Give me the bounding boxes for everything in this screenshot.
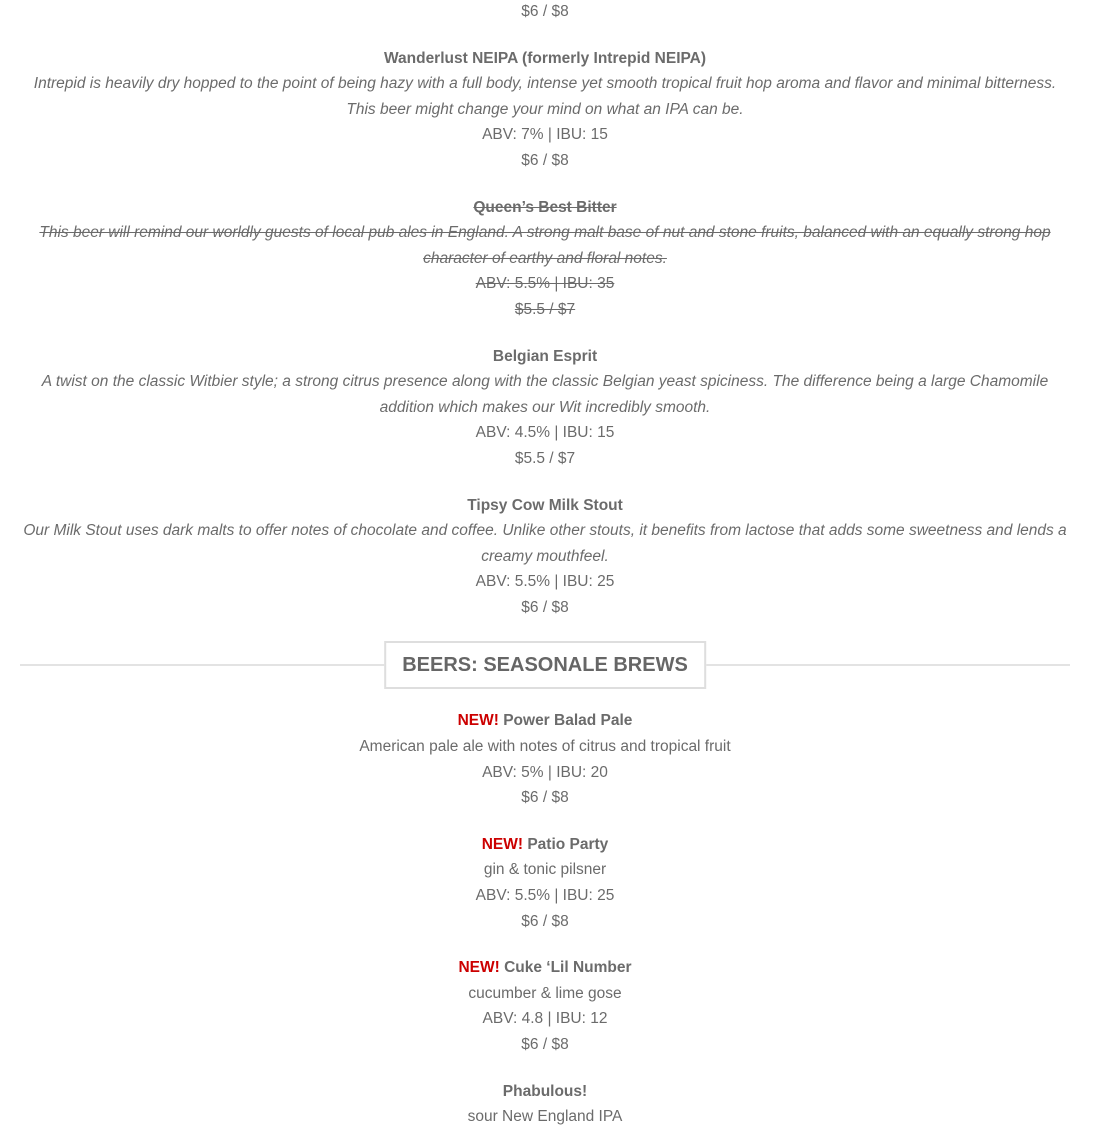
beer-item-belgian-esprit [20,344,1070,472]
beer-item-phabulous [20,1079,1070,1130]
beer-abv-ibu: ABV: 7% | IBU: 15 [482,126,608,144]
beer-name: Queen’s Best Bitter [473,198,617,216]
beer-price: $5.5 / $7 [514,300,576,318]
beer-description: sour New England IPA [467,1108,623,1126]
beer-item-patio-party [20,832,1070,934]
beer-description: A twist on the classic Witbier style; a strong citrus presence along with the classic Belgian yeast spiciness. The difference being a large Chamomile [41,373,1049,391]
new-badge: NEW! [481,835,524,853]
beer-abv-ibu: ABV: 5.5% | IBU: 35 [475,275,615,293]
section-title: BEERS: SEASONALE BREWS [384,641,706,689]
beer-price: $6 / $8 [521,912,569,930]
menu-content [20,0,1070,1130]
beer-description: American pale ale with notes of citrus and tropical fruit [359,738,731,756]
beer-item-cuke-lil-number [20,955,1070,1057]
beer-abv-ibu: ABV: 4.5% | IBU: 15 [475,424,615,442]
beer-name: Tipsy Cow Milk Stout [467,496,623,514]
beer-description: Intrepid is heavily dry hopped to the point of being hazy with a full body, intense yet smooth tropical fruit hop aroma and flavor and minimal bitterness. [33,75,1057,93]
beer-abv-ibu: ABV: 5.5% | IBU: 25 [475,573,615,591]
beer-price: $6 / $8 [521,151,569,169]
beer-description-cont: This beer might change your mind on what an IPA can be. [346,100,744,118]
beer-item-tipsy-cow-milk-stout [20,493,1070,621]
beer-name: Phabulous! [502,1082,588,1100]
beer-name: Cuke ‘Lil Number [504,959,632,977]
beer-name: Belgian Esprit [492,347,598,365]
beer-name: Wanderlust NEIPA (formerly Intrepid NEIPA) [383,49,707,67]
beer-description-cont: addition which makes our Wit incredibly smooth. [379,398,711,416]
beer-price: $5.5 / $7 [514,449,576,467]
beer-price: $6 / $8 [521,789,569,807]
beer-description: cucumber & lime gose [468,984,622,1002]
new-badge: NEW! [458,959,500,977]
beer-description: gin & tonic pilsner [483,861,607,879]
beer-price: $6 / $8 [521,1036,569,1053]
beer-description: This beer will remind our worldly guests of local pub ales in England. A strong malt base of nut and stone fruits, balanced with an equally strong hop [39,224,1051,242]
beer-description-cont: creamy mouthfeel. [481,547,609,565]
beer-item-queens-best-bitter [20,195,1070,323]
section-heading-seasonal [20,641,1070,689]
new-badge: NEW! [457,712,499,730]
beer-price: $6 / $8 [521,598,569,616]
beer-abv-ibu: ABV: 5.5% | IBU: 25 [475,887,615,905]
beer-description: Our Milk Stout uses dark malts to offer notes of chocolate and coffee. Unlike other stouts, it benefits from lactose that adds some sweetness and lends a [23,522,1067,540]
beer-price: $6 / $8 [521,3,569,20]
beer-abv-ibu: ABV: 4.8 | IBU: 12 [482,1010,608,1028]
beer-abv-ibu: ABV: 5% | IBU: 20 [482,763,608,781]
beer-item-power-balad-pale [20,708,1070,810]
beer-name: Power Balad Pale [503,712,633,730]
beer-description-cont: character of earthy and floral notes. [423,249,667,267]
beer-item-wanderlust-neipa [20,46,1070,174]
beer-name: Patio Party [527,835,609,853]
